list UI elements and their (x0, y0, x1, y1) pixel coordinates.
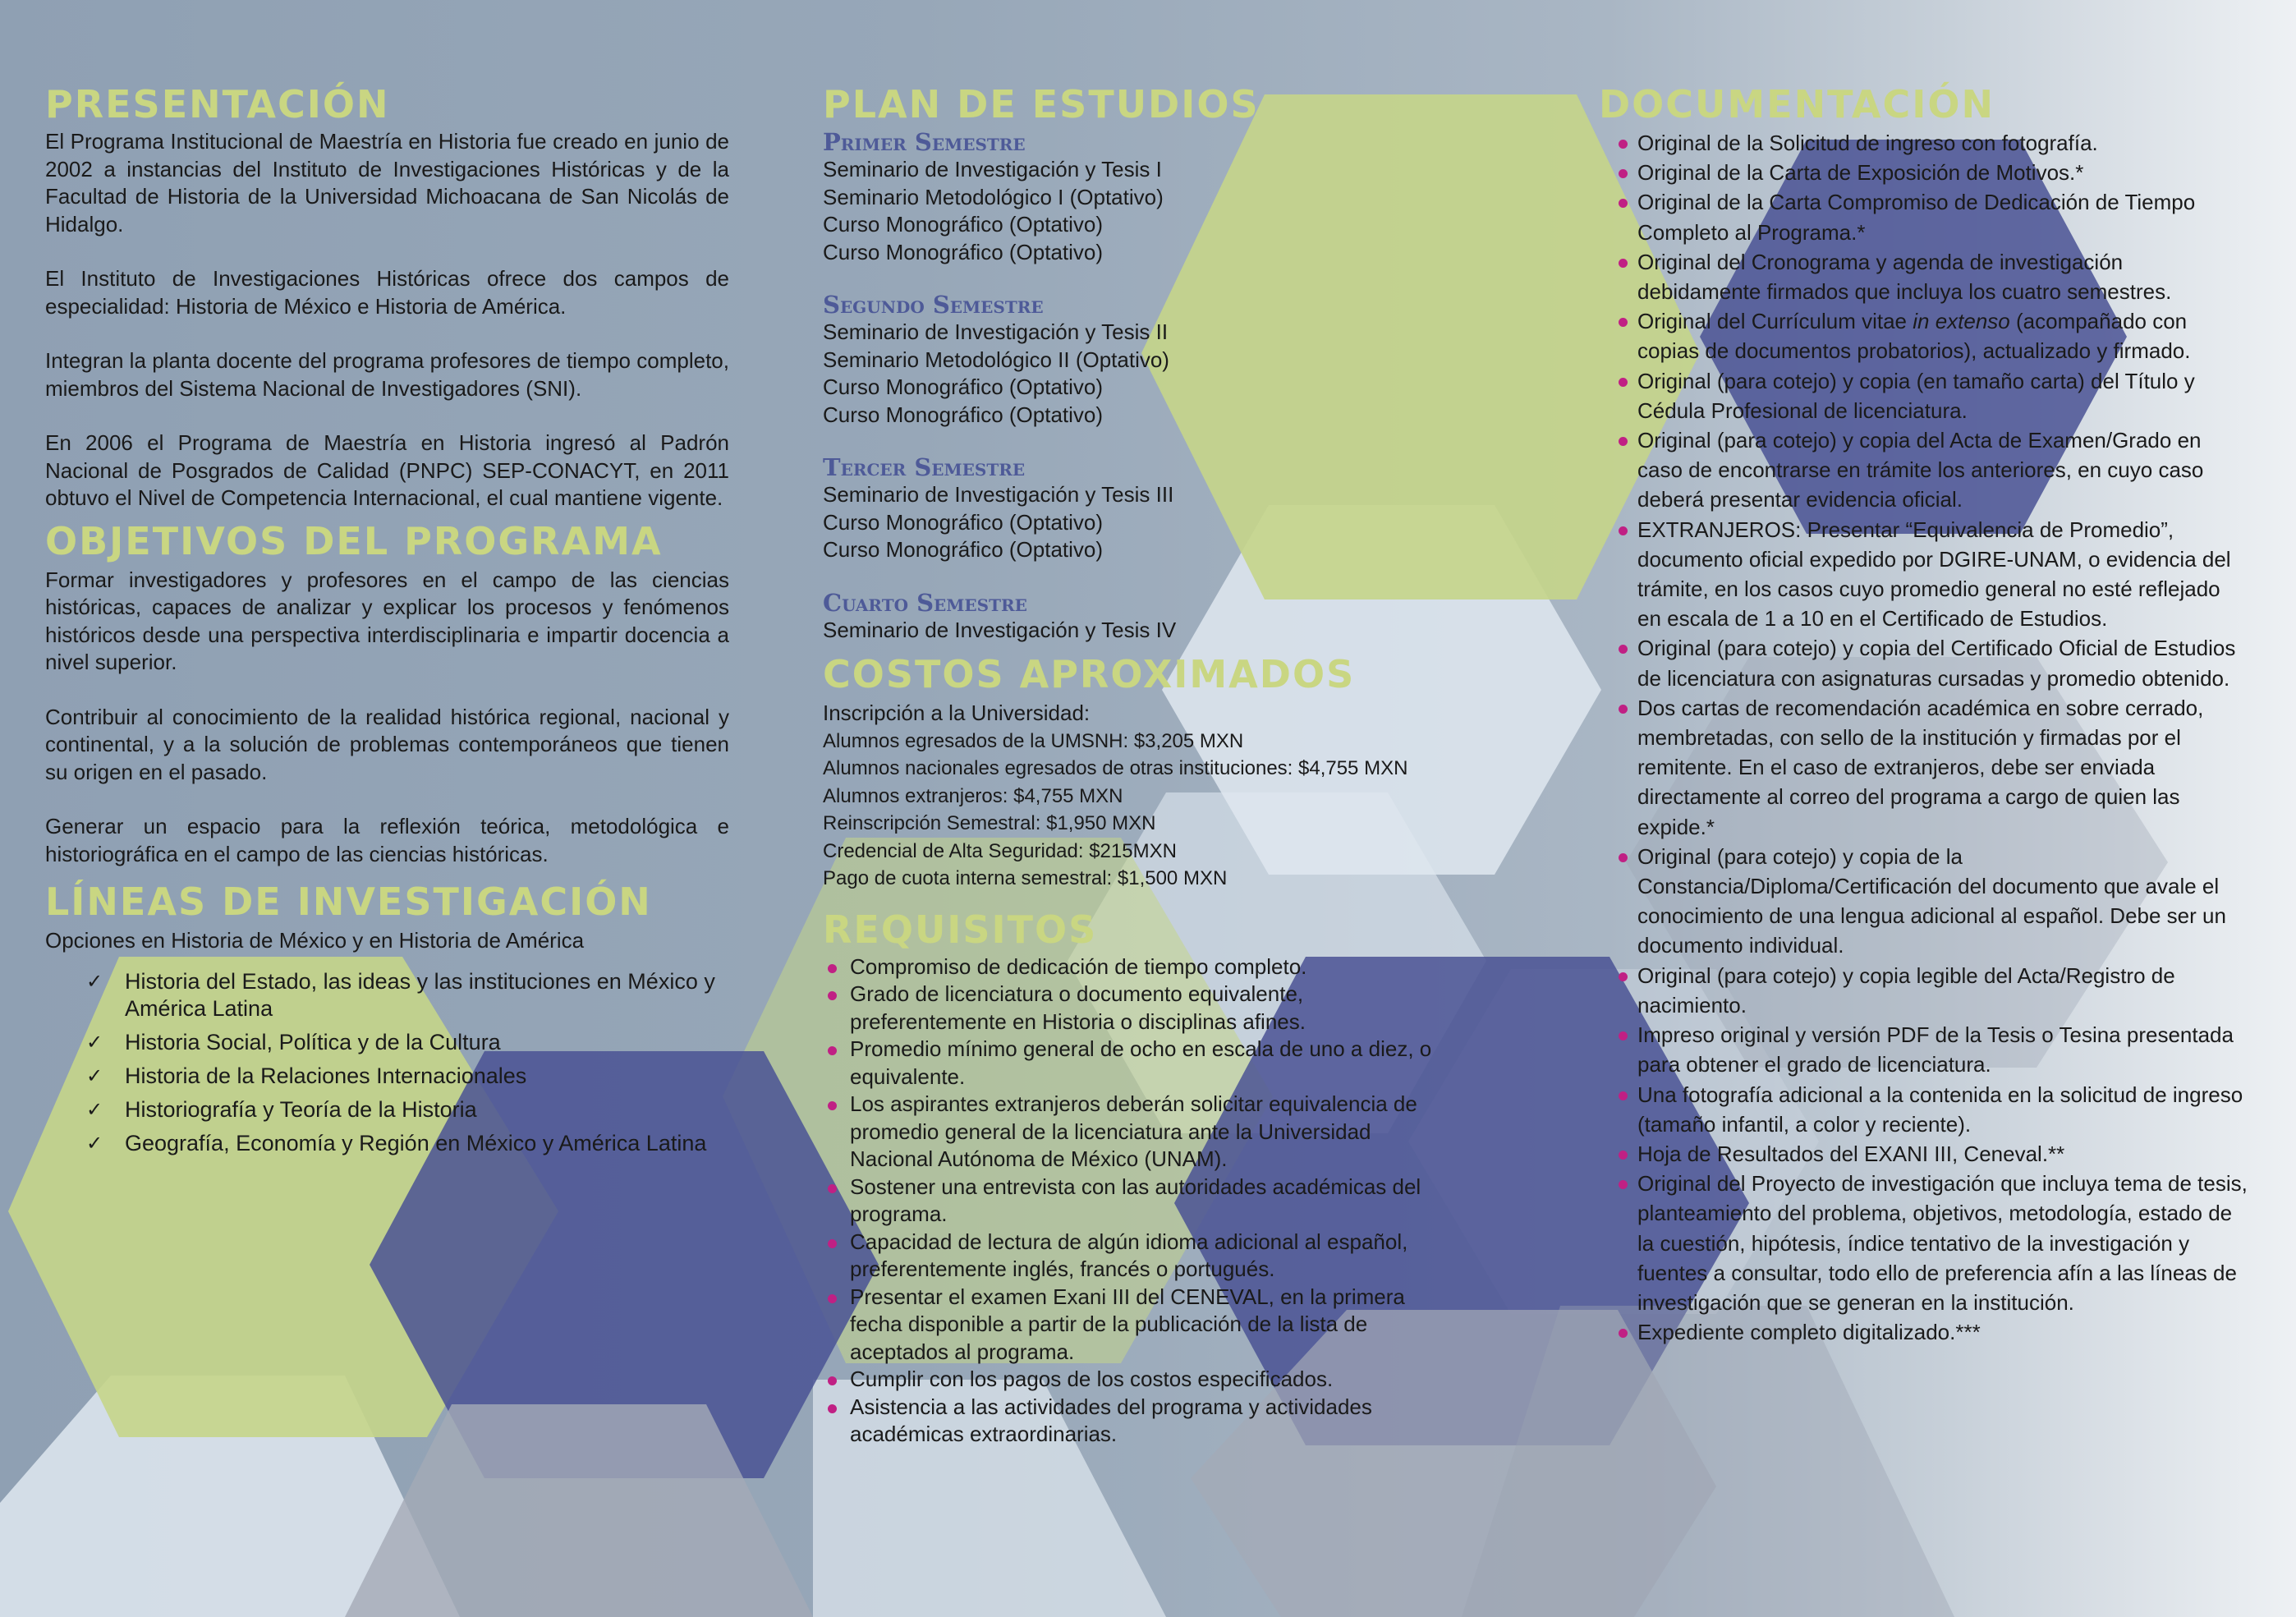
check-icon: ✓ (86, 1031, 103, 1054)
list-item: Promedio mínimo general de ocho en escala de uno a diez, o equivalente. (823, 1036, 1447, 1091)
list-item: Dos cartas de recomendación académica en sobre cerrado, membretadas, con sello de la institución y firmadas por el remitente. En el caso de extranjeros, debe ser enviada directamente al correo del programa a cargo de quien las expide.* (1599, 693, 2248, 842)
list-item: Original (para cotejo) y copia de la Constancia/Diploma/Certificación del documento que avale el conocimiento de una lengua adicional al español. Debe ser un documento individual. (1599, 842, 2248, 961)
cost-line: Alumnos nacionales egresados de otras instituciones: $4,755 MXN (823, 757, 1408, 779)
objetivos-paragraph-3: Generar un espacio para la reflexión teórica, metodológica e historiográfica en el campo de las ciencias históricas. (45, 814, 729, 866)
requisitos-list (823, 953, 1447, 1449)
list-item: Compromiso de dedicación de tiempo completo. (823, 953, 1447, 981)
course-line: Seminario de Investigación y Tesis I (823, 157, 1162, 181)
list-item: Original (para cotejo) y copia legible del Acta/Registro de nacimiento. (1599, 961, 2248, 1020)
cost-line: Alumnos egresados de la UMSNH: $3,205 MXN (823, 729, 1244, 752)
presentacion-paragraph-2: El Instituto de Investigaciones Históricas ofrece dos campos de especialidad: Historia de México e Historia de América. (45, 266, 729, 319)
list-item: Una fotografía adicional a la contenida en la solicitud de ingreso (tamaño infantil, a color y reciente). (1599, 1080, 2248, 1139)
list-item: EXTRANJEROS: Presentar “Equivalencia de Promedio”, documento oficial expedido por DGIRE-UNAM, o evidencia del trámite, en los casos cuyo promedio general no esté reflejado en escala de 1 a 10 en el Certificado de Estudios. (1599, 515, 2248, 634)
column-right (1599, 79, 2248, 1347)
course-line: Seminario Metodológico II (Optativo) (823, 347, 1169, 372)
course-line: Seminario Metodológico I (Optativo) (823, 184, 1164, 209)
list-item: Sostener una entrevista con las autoridades académicas del programa. (823, 1174, 1447, 1229)
list-item: ✓ Historiografía y Teoría de la Historia (86, 1096, 477, 1122)
presentacion-heading: PRESENTACIÓN (45, 82, 390, 126)
semester-title: Primer Semestre (823, 128, 1026, 156)
presentacion-paragraph-3: Integran la planta docente del programa profesores de tiempo completo, miembros del Sistema Nacional de Investigadores (SNI). (45, 348, 729, 401)
cost-line: Reinscripción Semestral: $1,950 MXN (823, 812, 1156, 834)
presentacion-paragraph-1: El Programa Institucional de Maestría en Historia fue creado en junio de 2002 a instancias del Instituto de Investigaciones Históricas y de la Facultad de Historia de la Universidad Michoacana de San Nicolás de Hidalgo. (45, 129, 729, 237)
lineas-heading: LÍNEAS DE INVESTIGACIÓN (45, 880, 652, 924)
semester-block-1 (823, 128, 1447, 266)
list-item: ✓ Historia del Estado, las ideas y las instituciones en México y América Latina (86, 968, 715, 1021)
cost-line: Alumnos extranjeros: $4,755 MXN (823, 784, 1123, 807)
course-line: Curso Monográfico (Optativo) (823, 239, 1104, 264)
lineas-list (45, 968, 729, 1157)
column-middle (823, 79, 1447, 1449)
list-item: Original de la Carta de Exposición de Motivos.* (1599, 158, 2248, 187)
list-item: Hoja de Resultados del EXANI III, Ceneval.** (1599, 1139, 2248, 1169)
presentacion-paragraph-4: En 2006 el Programa de Maestría en Historia ingresó al Padrón Nacional de Posgrados de Calidad (PNPC) SEP-CONACYT, en 2011 obtuvo el Nivel de Competencia Internacional, el cual mantiene vigente. (45, 430, 729, 510)
semester-block-2 (823, 291, 1447, 429)
objetivos-paragraph-2: Contribuir al conocimiento de la realidad histórica regional, nacional y continental, y a la solución de problemas contemporáneos que tienen su origen en el pasado. (45, 704, 729, 784)
list-item: Original de la Carta Compromiso de Dedicación de Tiempo Completo al Programa.* (1599, 187, 2248, 246)
column-left (45, 79, 729, 1164)
cost-line: Pago de cuota interna semestral: $1,500 MXN (823, 867, 1228, 889)
list-item: ✓ Geografía, Economía y Región en México y América Latina (86, 1130, 707, 1155)
emphasis-text: in extenso (1913, 309, 2010, 334)
costos-subheading: Inscripción a la Universidad: (823, 701, 1091, 725)
list-item: Capacidad de lectura de algún idioma adicional al español, preferentemente inglés, francés o portugués. (823, 1229, 1447, 1284)
check-icon: ✓ (86, 1132, 103, 1155)
course-line: Curso Monográfico (Optativo) (823, 509, 1104, 535)
semester-title: Tercer Semestre (823, 453, 1026, 481)
list-item: Asistencia a las actividades del programa y actividades académicas extraordinarias. (823, 1394, 1447, 1449)
documentacion-heading: DOCUMENTACIÓN (1599, 82, 1995, 126)
course-line: Curso Monográfico (Optativo) (823, 212, 1104, 237)
list-item: Original (para cotejo) y copia (en tamaño carta) del Título y Cédula Profesional de licenciatura. (1599, 366, 2248, 425)
objetivos-paragraph-1: Formar investigadores y profesores en el campo de las ciencias históricas, capaces de analizar y explicar los procesos y fenómenos históricos desde una perspectiva interdisciplinaria e impartir docencia a nivel superior. (45, 567, 729, 674)
requisitos-heading: REQUISITOS (823, 907, 1098, 952)
course-line: Seminario de Investigación y Tesis IV (823, 617, 1177, 642)
semester-block-4 (823, 589, 1447, 645)
list-item: Presentar el examen Exani III del CENEVAL, en la primera fecha disponible a partir de la publicación de la lista de aceptados al programa. (823, 1284, 1447, 1367)
course-line: Seminario de Investigación y Tesis II (823, 319, 1169, 344)
list-item: Grado de licenciatura o documento equivalente, preferentemente en Historia o disciplinas afines. (823, 981, 1447, 1036)
semester-title: Cuarto Semestre (823, 588, 1027, 617)
course-line: Curso Monográfico (Optativo) (823, 402, 1104, 427)
list-item: Original (para cotejo) y copia del Certificado Oficial de Estudios de licenciatura con asignaturas cursadas y promedio obtenido. (1599, 633, 2248, 692)
list-item: Impreso original y versión PDF de la Tesis o Tesina presentada para obtener el grado de licenciatura. (1599, 1020, 2248, 1079)
cost-line: Credencial de Alta Seguridad: $215MXN (823, 839, 1177, 862)
list-item: Expediente completo digitalizado.*** (1599, 1317, 2248, 1347)
documentacion-list (1599, 128, 2248, 1347)
course-line: Curso Monográfico (Optativo) (823, 374, 1104, 399)
objetivos-heading: OBJETIVOS DEL PROGRAMA (45, 518, 663, 563)
list-item: ✓ Historia de la Relaciones Internacionales (86, 1063, 527, 1088)
list-item: Original del Currículum vitae in extenso (acompañado con copias de documentos probatorios), actualizado y firmado. (1599, 306, 2248, 365)
list-item: Los aspirantes extranjeros deberán solicitar equivalencia de promedio general de la licenciatura ante la Universidad Nacional Autónoma de México (UNAM). (823, 1091, 1447, 1174)
semester-block-3 (823, 453, 1447, 564)
course-line: Seminario de Investigación y Tesis III (823, 482, 1174, 507)
check-icon: ✓ (86, 970, 103, 993)
list-item: Original del Proyecto de investigación que incluya tema de tesis, planteamiento del problema, objetivos, metodología, estado de la cuestión, hipótesis, índice tentativo de la investigación y fuentes a consultar, todo ello de preferencia afín a las líneas de investigación que se generan en la institución. (1599, 1169, 2248, 1317)
costos-heading: COSTOS APROXIMADOS (823, 652, 1356, 696)
list-item: Original de la Solicitud de ingreso con fotografía. (1599, 128, 2248, 158)
lineas-intro: Opciones en Historia de México y en Historia de América (45, 928, 585, 953)
list-item: Original del Cronograma y agenda de investigación debidamente firmados que incluya los cuatro semestres. (1599, 247, 2248, 306)
plan-heading: PLAN DE ESTUDIOS (823, 82, 1260, 126)
semester-title: Segundo Semestre (823, 291, 1044, 319)
check-icon: ✓ (86, 1098, 103, 1121)
course-line: Curso Monográfico (Optativo) (823, 537, 1104, 562)
list-item: Cumplir con los pagos de los costos especificados. (823, 1366, 1447, 1394)
check-icon: ✓ (86, 1064, 103, 1087)
list-item: ✓ Historia Social, Política y de la Cultura (86, 1029, 501, 1054)
list-item: Original (para cotejo) y copia del Acta de Examen/Grado en caso de encontrarse en trámite los anteriores, en cuyo caso deberá presentar evidencia oficial. (1599, 425, 2248, 515)
